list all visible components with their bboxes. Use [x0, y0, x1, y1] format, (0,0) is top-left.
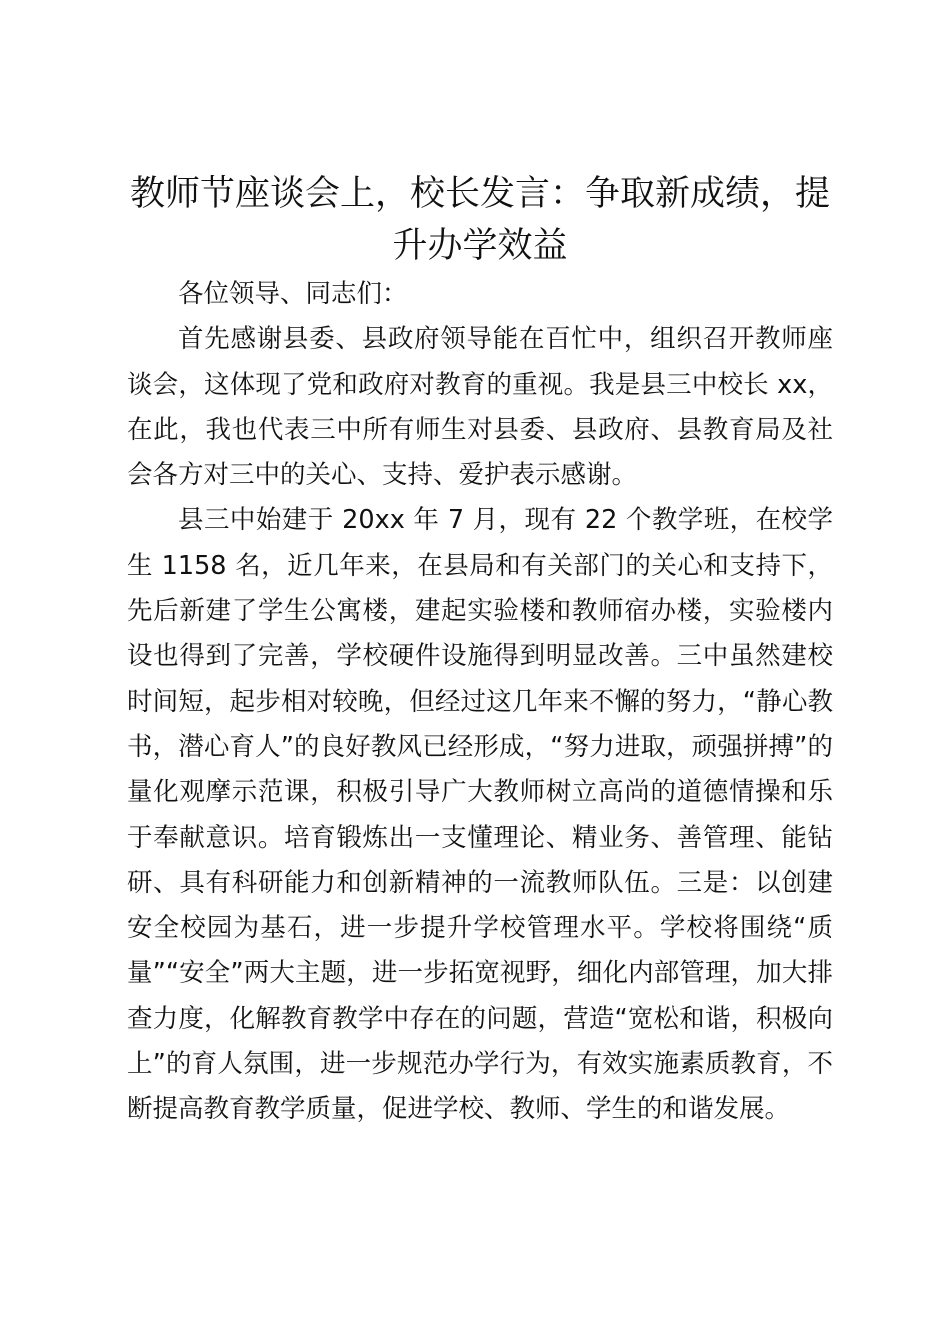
paragraph-2: 县三中始建于 20xx 年 7 月，现有 22 个教学班，在校学生 1158 名，近几年来，在县局和有关部门的关心和支持下，先后新建了学生公寓楼，建起实验楼和教师宿办楼，实验楼内设也得到了完善，学校硬件设施得到明显改善。三中虽然建校时间短，起步相对较晚，但经过这几年来不懈的努力，“静心教书，潜心育人”的良好教风已经形成，“努力进取，顽强拼搏”的量化观摩示范课，积极引导广大教师树立高尚的道德情操和乐于奉献意识。培育锻炼出一支懂理论、精业务、善管理、能钻研、具有科研能力和创新精神的一流教师队伍。三是：以创建安全校园为基石，进一步提升学校管理水平。学校将围绕“质量”“安全”两大主题，进一步拓宽视野，细化内部管理，加大排查力度，化解教育教学中存在的问题，营造“宽松和谐，积极向上”的育人氛围，进一步规范办学行为，有效实施素质教育，不断提高教育教学质量，促进学校、教师、学生的和谐发展。 [127, 505, 833, 1125]
document-content [127, 168, 833, 1133]
salutation: 各位领导、同志们： [178, 279, 408, 309]
paragraph-1: 首先感谢县委、县政府领导能在百忙中，组织召开教师座谈会，这体现了党和政府对教育的重视。我是县三中校长 xx，在此，我也代表三中所有师生对县委、县政府、县教育局及社会各方对三中的关心、支持、爱护表示感谢。 [127, 324, 833, 491]
document-title: 教师节座谈会上，校长发言：争取新成绩，提升办学效益 [129, 174, 830, 266]
document-body [127, 272, 833, 1133]
